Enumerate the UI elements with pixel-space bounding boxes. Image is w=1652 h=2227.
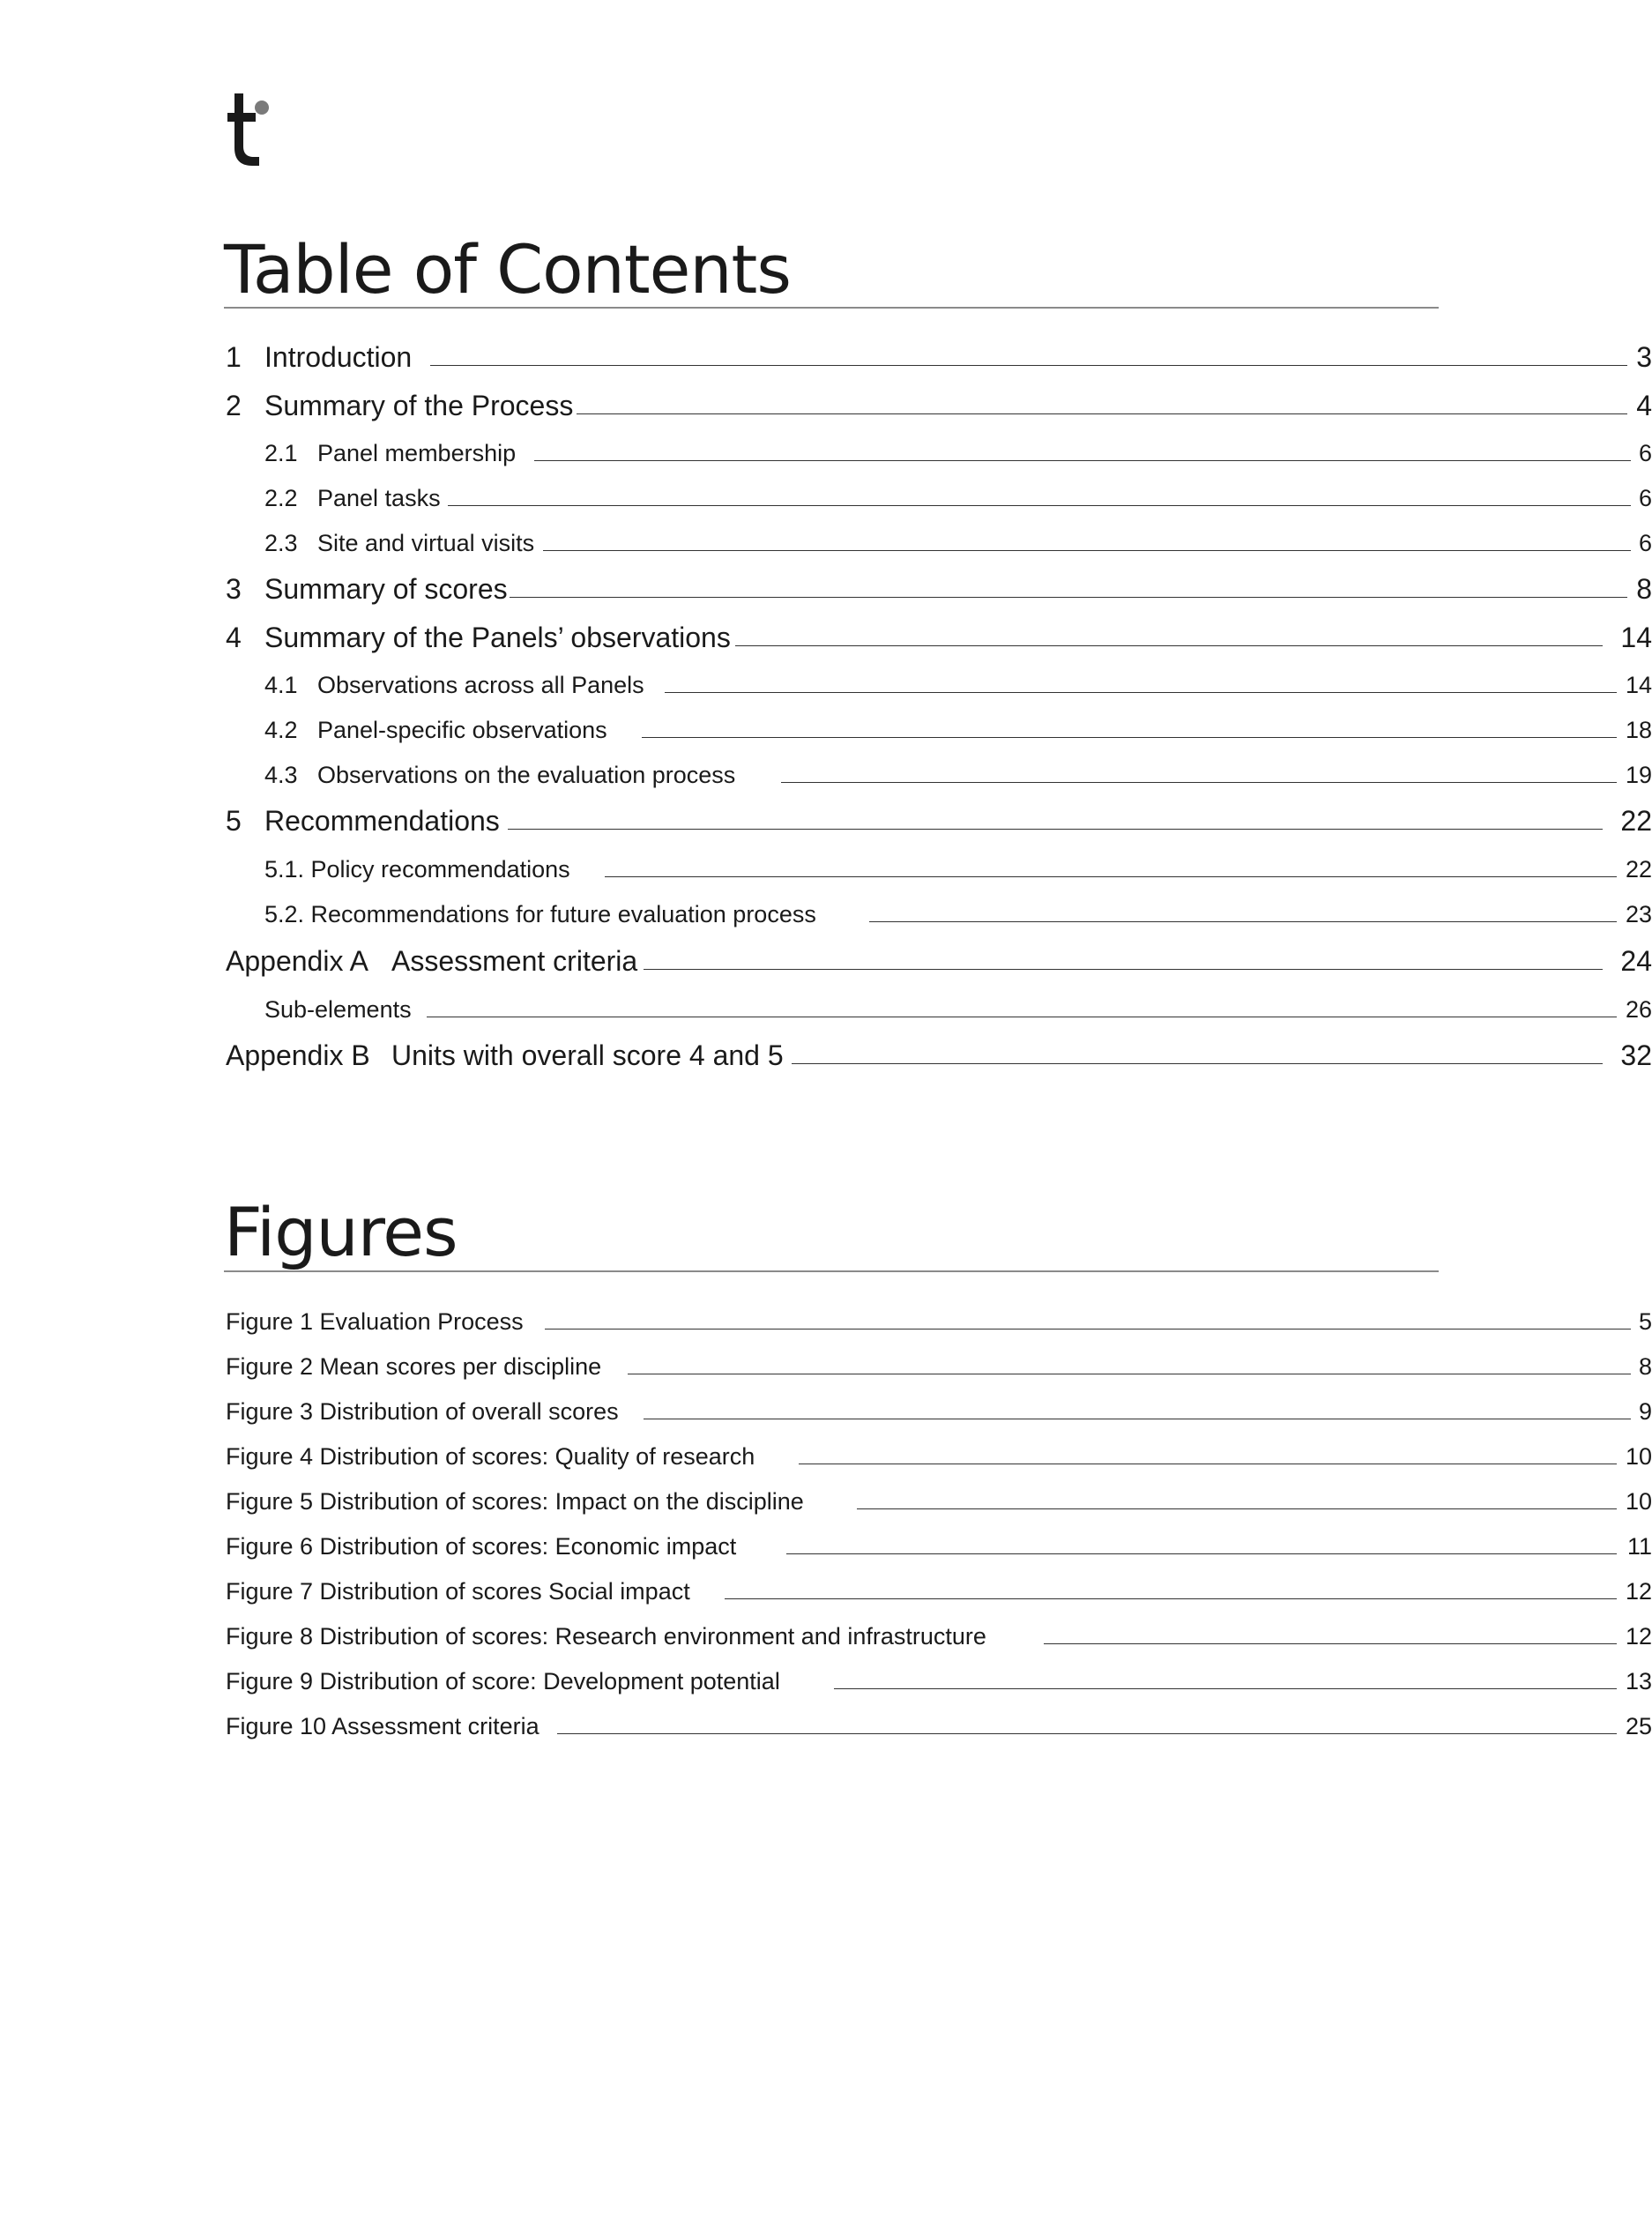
toc-entry-leader xyxy=(430,365,1627,366)
brand-logo-icon xyxy=(222,88,275,168)
toc-entry-label: Site and virtual visits xyxy=(317,530,535,556)
toc-entry-leader xyxy=(508,829,1603,830)
figure-entry[interactable] xyxy=(226,1574,1652,1609)
figure-entry-label: Figure 3 Distribution of overall scores xyxy=(226,1398,619,1425)
figure-entry-page: 12 xyxy=(1625,1623,1652,1650)
toc-entry-leader xyxy=(869,921,1617,922)
toc-entry-page: 22 xyxy=(1625,856,1652,883)
toc-entry-number: 4.3 xyxy=(264,762,298,788)
figure-entry-page: 9 xyxy=(1638,1398,1652,1425)
toc-entry-page: 26 xyxy=(1625,996,1652,1023)
toc-entry-leader xyxy=(665,692,1617,693)
figure-entry-page: 8 xyxy=(1638,1353,1652,1380)
toc-entry-page: 6 xyxy=(1638,485,1652,511)
toc-entry-page: 32 xyxy=(1620,1039,1652,1071)
toc-entry-number: Appendix B xyxy=(226,1039,370,1071)
figure-entry-page: 25 xyxy=(1625,1713,1652,1739)
toc-entry-label: Panel-specific observations xyxy=(317,717,607,743)
figure-entry-page: 10 xyxy=(1625,1443,1652,1470)
toc-entry-label: Summary of the Process xyxy=(264,390,574,421)
toc-entry-leader xyxy=(781,782,1617,783)
toc-entry-page: 24 xyxy=(1620,945,1652,977)
figure-entry[interactable] xyxy=(226,1484,1652,1519)
toc-entry-leader xyxy=(448,505,1631,506)
figure-entry-label: Figure 5 Distribution of scores: Impact on the discipline xyxy=(226,1488,804,1515)
toc-entry[interactable] xyxy=(226,852,1652,887)
toc-entry-label: Sub-elements xyxy=(264,996,412,1023)
figure-entry-page: 10 xyxy=(1625,1488,1652,1515)
toc-entry[interactable] xyxy=(226,571,1652,607)
toc-entry-page: 6 xyxy=(1638,440,1652,466)
toc-entry-leader xyxy=(735,645,1603,646)
figure-entry-label: Figure 2 Mean scores per discipline xyxy=(226,1353,602,1380)
toc-title-divider xyxy=(224,307,1439,309)
figures-title-divider xyxy=(224,1270,1439,1272)
toc-entry-number: 4.2 xyxy=(264,717,298,743)
figure-entry-label: Figure 7 Distribution of scores Social impact xyxy=(226,1578,690,1605)
toc-entry[interactable] xyxy=(226,436,1652,471)
figure-entry-page: 13 xyxy=(1625,1668,1652,1694)
figure-entry-leader xyxy=(786,1553,1617,1554)
toc-entry-page: 14 xyxy=(1620,622,1652,653)
toc-entry[interactable] xyxy=(226,480,1652,516)
toc-entry-label: Summary of the Panels’ observations xyxy=(264,622,731,653)
figure-entry[interactable] xyxy=(226,1394,1652,1429)
toc-entry-page: 6 xyxy=(1638,530,1652,556)
figure-entry-leader xyxy=(834,1688,1617,1689)
toc-entry-label: 5.2. Recommendations for future evaluation process xyxy=(264,901,816,927)
toc-entry-label: 5.1. Policy recommendations xyxy=(264,856,570,883)
toc-entry-number: 2.3 xyxy=(264,530,298,556)
figure-entry-label: Figure 4 Distribution of scores: Quality of research xyxy=(226,1443,755,1470)
toc-entry-page: 3 xyxy=(1636,341,1652,373)
figure-entry[interactable] xyxy=(226,1349,1652,1384)
figure-entry-label: Figure 8 Distribution of scores: Research environment and infrastructure xyxy=(226,1623,986,1650)
toc-entry-number: 5 xyxy=(226,805,242,837)
toc-entry-number: Appendix A xyxy=(226,945,368,977)
toc-entry-label: Observations on the evaluation process xyxy=(317,762,736,788)
toc-title: Table of Contents xyxy=(224,230,791,309)
toc-entry[interactable] xyxy=(226,992,1652,1027)
toc-entry-label: Introduction xyxy=(264,341,413,373)
figure-entry-label: Figure 6 Distribution of scores: Economic impact xyxy=(226,1533,737,1560)
toc-entry-page: 22 xyxy=(1620,805,1652,837)
toc-entry-page: 18 xyxy=(1625,717,1652,743)
figure-entry[interactable] xyxy=(226,1439,1652,1474)
toc-entry-number: 4.1 xyxy=(264,672,298,698)
toc-entry-number: 2.2 xyxy=(264,485,298,511)
figure-entry-page: 5 xyxy=(1638,1308,1652,1335)
toc-entry-label: Summary of scores xyxy=(264,573,508,605)
toc-entry-label: Units with overall score 4 and 5 xyxy=(391,1039,784,1071)
toc-entry[interactable] xyxy=(226,1038,1652,1073)
figure-entry-page: 11 xyxy=(1626,1533,1652,1560)
figure-entry[interactable] xyxy=(226,1619,1652,1654)
toc-entry-label: Recommendations xyxy=(264,805,500,837)
figure-entry-label: Figure 1 Evaluation Process xyxy=(226,1308,524,1335)
toc-entry[interactable] xyxy=(226,667,1652,703)
toc-entry[interactable] xyxy=(226,525,1652,561)
toc-entry[interactable] xyxy=(226,803,1652,838)
toc-entry-page: 19 xyxy=(1625,762,1652,788)
figure-entry[interactable] xyxy=(226,1529,1652,1564)
toc-entry-leader xyxy=(605,876,1617,877)
figure-entry[interactable] xyxy=(226,1304,1652,1339)
toc-entry-number: 2 xyxy=(226,390,242,421)
toc-entry[interactable] xyxy=(226,339,1652,375)
toc-entry[interactable] xyxy=(226,943,1652,979)
toc-entry-leader xyxy=(792,1063,1603,1064)
toc-entry[interactable] xyxy=(226,620,1652,655)
figure-entry-label: Figure 10 Assessment criteria xyxy=(226,1713,540,1739)
toc-entry-label: Assessment criteria xyxy=(391,945,638,977)
toc-entry-label: Panel tasks xyxy=(317,485,441,511)
toc-entry-leader xyxy=(644,969,1603,970)
toc-entry-page: 14 xyxy=(1625,672,1652,698)
figure-entry-leader xyxy=(857,1508,1617,1509)
toc-entry-leader xyxy=(534,460,1631,461)
figure-entry-page: 12 xyxy=(1625,1578,1652,1605)
toc-entry-page: 23 xyxy=(1625,901,1652,927)
toc-entry-number: 2.1 xyxy=(264,440,298,466)
figure-entry[interactable] xyxy=(226,1709,1652,1744)
figures-title: Figures xyxy=(224,1193,458,1271)
toc-entry-label: Observations across all Panels xyxy=(317,672,644,698)
toc-entry[interactable] xyxy=(226,388,1652,423)
figure-entry-leader xyxy=(557,1733,1617,1734)
figure-entry-leader xyxy=(1044,1643,1617,1644)
figure-entry-leader xyxy=(725,1598,1617,1599)
toc-entry-number: 1 xyxy=(226,341,242,373)
toc-entry-leader xyxy=(642,737,1617,738)
toc-entry-label: Panel membership xyxy=(317,440,517,466)
toc-entry-page: 4 xyxy=(1636,390,1652,421)
toc-entry-page: 8 xyxy=(1636,573,1652,605)
toc-entry-leader xyxy=(510,597,1627,598)
toc-entry-leader xyxy=(577,413,1627,414)
toc-entry[interactable] xyxy=(226,712,1652,748)
toc-entry-leader xyxy=(543,550,1631,551)
toc-entry-number: 3 xyxy=(226,573,242,605)
toc-entry[interactable] xyxy=(226,897,1652,932)
toc-entry[interactable] xyxy=(226,757,1652,793)
figure-entry-label: Figure 9 Distribution of score: Development potential xyxy=(226,1668,780,1694)
figure-entry[interactable] xyxy=(226,1664,1652,1699)
toc-entry-number: 4 xyxy=(226,622,242,653)
